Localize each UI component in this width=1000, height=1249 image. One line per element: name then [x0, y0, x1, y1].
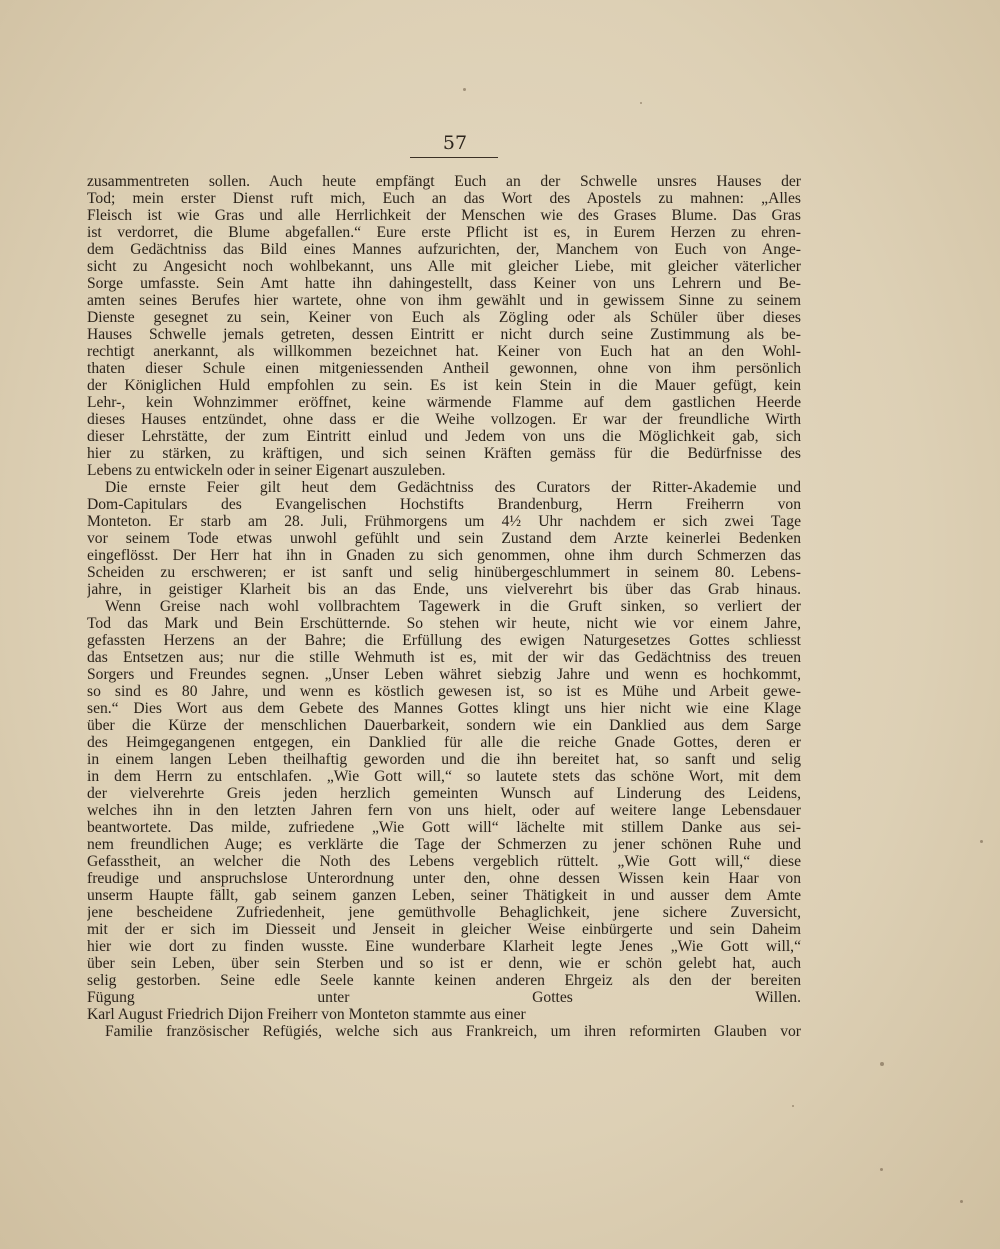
text-line: Sorge umfasste. Sein Amt hatte ihn dahingestellt, dass Keiner von uns Lehrern und Be-: [87, 275, 801, 292]
text-line: dem Gedächtniss das Bild eines Mannes aufzurichten, der, Manchem von Euch von Ange-: [87, 241, 801, 258]
text-line: der vielverehrte Greis jeden herzlich gemeinten Wunsch auf Linderung des Leidens,: [87, 785, 801, 802]
paper-speck: [792, 1105, 794, 1107]
text-line: so sind es 80 Jahre, und wenn es köstlich gewesen ist, so ist es Mühe und Arbeit gewe-: [87, 683, 801, 700]
page-number: 57: [442, 132, 468, 154]
paper-speck: [980, 840, 983, 843]
text-line: dieser Lehrstätte, der zum Eintritt einlud und Jedem von uns die Möglichkeit gab, sich: [87, 428, 801, 445]
text-line: Dom-Capitulars des Evangelischen Hochstifts Brandenburg, Herrn Freiherrn von: [87, 496, 801, 513]
text-line: jahre, in geistiger Klarheit bis an das Ende, uns vielverehrt bis über das Grab hinaus.: [87, 581, 801, 598]
text-line: über die Kürze der menschlichen Dauerbarkeit, sondern wie ein Danklied aus dem Sarge: [87, 717, 801, 734]
text-line: der Königlichen Huld empfohlen zu sein. Es ist kein Stein in die Mauer gefügt, kein: [87, 377, 801, 394]
paper-speck: [880, 1168, 883, 1171]
text-line: Gefasstheit, an welcher die Noth des Lebens vergeblich rüttelt. „Wie Gott will,“ diese: [87, 853, 801, 870]
text-line: hier wie dort zu finden wusste. Eine wunderbare Klarheit legte Jenes „Wie Gott will,“: [87, 938, 801, 955]
text-line: Monteton. Er starb am 28. Juli, Frühmorgens um 4½ Uhr nachdem er sich zwei Tage: [87, 513, 801, 530]
text-line: unserm Haupte fällt, gab seinem ganzen Leben, seiner Thätigkeit in und ausser dem Amte: [87, 887, 801, 904]
text-line: Fügung unter Gottes Willen.: [87, 989, 801, 1006]
text-line: [87, 1040, 801, 1057]
paper-speck: [640, 102, 642, 104]
text-line: rechtigt anerkannt, als willkommen bezeichnet hat. Keiner von Euch hat an den Wohl-: [87, 343, 801, 360]
text-line: eingeflösst. Der Herr hat ihn in Gnaden zu sich genommen, ohne ihm durch Schmerzen das: [87, 547, 801, 564]
text-line: Karl August Friedrich Dijon Freiherr von Monteton stammte aus einer: [87, 1006, 526, 1023]
text-line: Lebens zu entwickeln oder in seiner Eigenart auszuleben.: [87, 462, 446, 479]
text-line: Scheiden zu erschweren; er ist sanft und selig hinübergeschlummert in seinem 80. Lebens-: [87, 564, 801, 581]
text-line: ist verdorret, die Blume abgefallen.“ Eure erste Pflicht ist es, in Eurem Herzen zu ehren-: [87, 224, 801, 241]
text-line: selig gestorben. Seine edle Seele kannte keinen anderen Ehrgeiz als den der bereiten: [87, 972, 801, 989]
body-text: [87, 173, 801, 1057]
paper-speck: [960, 1200, 963, 1203]
text-line: Tod; mein erster Dienst ruft mich, Euch an das Wort des Apostels zu mahnen: „Alles: [87, 190, 801, 207]
text-line: das Entsetzen aus; nur die stille Wehmuth ist es, mit der wir das Gedächtniss des treuen: [87, 649, 801, 666]
text-line: hier zu stärken, zu kräftigen, und sich seinen Kräften gemäss für die Bedürfnisse des: [87, 445, 801, 462]
text-line: zusammentreten sollen. Auch heute empfängt Euch an der Schwelle unsres Hauses der: [87, 173, 801, 190]
text-line: in einem langen Leben theilhaftig geworden und die ihn bereitet hat, so sanft und selig: [87, 751, 801, 768]
text-line: Fleisch ist wie Gras und alle Herrlichkeit der Menschen wie des Grases Blume. Das Gras: [87, 207, 801, 224]
text-line: Tod das Mark und Bein Erschütternde. So stehen wir heute, nicht wie vor einem Jahre,: [87, 615, 801, 632]
text-line: dieses Hauses entzündet, ohne dass er die Weihe vollzogen. Er war der freundliche Wirth: [87, 411, 801, 428]
text-line: vor seinem Tode etwas unwohl gefühlt und sein Zustand dem Arzte keinerlei Bedenken: [87, 530, 801, 547]
text-line: in dem Herrn zu entschlafen. „Wie Gott will,“ so lautete stets das schöne Wort, mit dem: [87, 768, 801, 785]
text-line: Die ernste Feier gilt heut dem Gedächtniss des Curators der Ritter-Akademie und: [105, 479, 801, 496]
text-line: jene bescheidene Zufriedenheit, jene gemüthvolle Behaglichkeit, jene sichere Zuversicht,: [87, 904, 801, 921]
text-line: beantwortete. Das milde, zufriedene „Wie Gott will“ lächelte mit stillem Danke aus sei-: [87, 819, 801, 836]
text-line: sen.“ Dies Wort aus dem Gebete des Mannes Gottes klingt uns hier nicht wie eine Klage: [87, 700, 801, 717]
text-line: welches ihn in den letzten Jahren fern von uns hielt, oder auf weitere lange Lebensdauer: [87, 802, 801, 819]
text-line: nem freundlichen Auge; es verklärte die Tage der Schmerzen zu jener schönen Ruhe und: [87, 836, 801, 853]
text-line: Wenn Greise nach wohl vollbrachtem Tagewerk in die Gruft sinken, so verliert der: [105, 598, 801, 615]
text-line: amten seines Berufes hier wartete, ohne von ihm gewählt und in gewissem Sinne zu seinem: [87, 292, 801, 309]
text-line: Dienste gesegnet zu sein, Keiner von Euch als Zögling oder als Schüler über dieses: [87, 309, 801, 326]
paper-speck: [463, 88, 466, 91]
text-line: Familie französischer Refügiés, welche sich aus Frankreich, um ihren reformirten Glauben vor: [105, 1023, 801, 1040]
paper-speck: [880, 1062, 884, 1066]
text-line: gefassten Herzens an der Bahre; die Erfüllung des ewigen Naturgesetzes Gottes schliesst: [87, 632, 801, 649]
text-line: Sorgers und Freundes segnen. „Unser Leben währet siebzig Jahre und wenn es hochkommt,: [87, 666, 801, 683]
header-rule: [410, 157, 498, 158]
text-line: des Heimgegangenen entgegen, ein Danklied für alle die reiche Gnade Gottes, deren er: [87, 734, 801, 751]
text-line: über sein Leben, über sein Sterben und so ist er denn, wie er schön gelebt hat, auch: [87, 955, 801, 972]
text-line: Lehr-, kein Wohnzimmer eröffnet, keine wärmende Flamme auf dem gastlichen Heerde: [87, 394, 801, 411]
text-line: Hauses Schwelle jemals getreten, dessen Eintritt er nicht durch seine Zustimmung als be-: [87, 326, 801, 343]
text-line: freudige und anspruchslose Unterordnung unter den, ohne dessen Wissen kein Haar von: [87, 870, 801, 887]
text-line: sicht zu Angesicht noch wohlbekannt, uns Alle mit gleicher Liebe, mit gleicher väterlicher: [87, 258, 801, 275]
text-line: mit der er sich im Diesseit und Jenseit in gleicher Weise einbürgerte und sein Daheim: [87, 921, 801, 938]
text-line: thaten dieser Schule einen mitgeniessenden Antheil gewonnen, ohne von ihm persönlich: [87, 360, 801, 377]
